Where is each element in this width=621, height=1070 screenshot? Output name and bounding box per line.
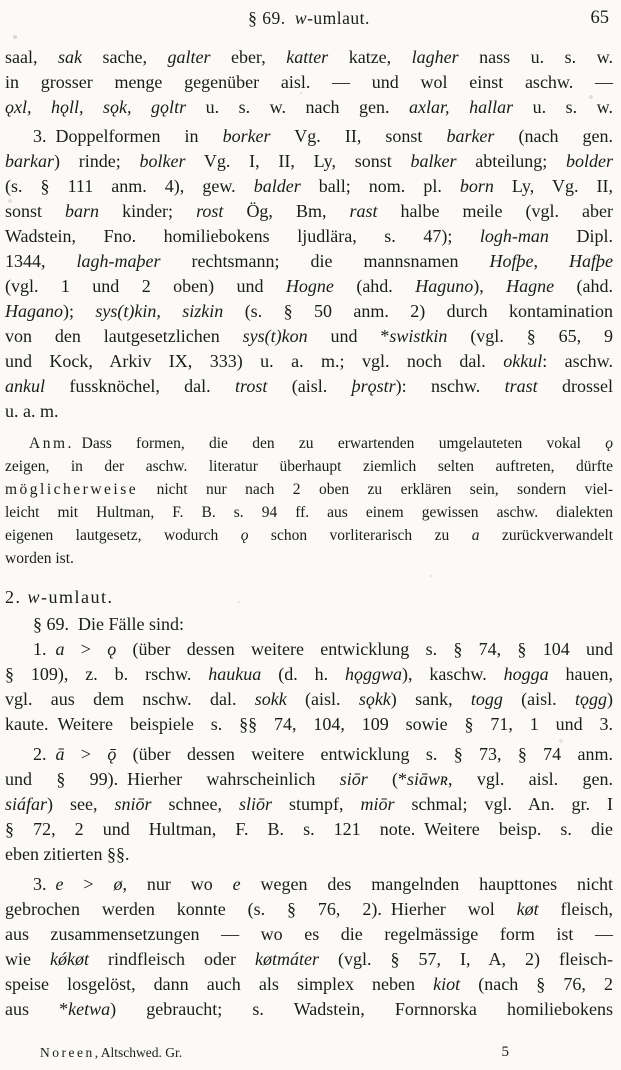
text-line: ankul fussknöchel, dal. trost (aisl. þrǫstr): nschw. trast drossel [5, 376, 613, 396]
running-head-title: § 69. w-umlaut. [248, 8, 370, 28]
text-line: von den lautgesetzlichen sys(t)kon und *swistkin (vgl. § 65, 9 [5, 326, 614, 346]
text-line: (s. § 111 anm. 4), gew. balder ball; nom. pl. born Ly, Vg. II, [5, 176, 614, 196]
text-line: § 109), z. b. rschw. haukua (d. h. hǫggwa), kaschw. hogga hauen, [5, 664, 613, 684]
text-line: eigenen lautgesetz, wodurch ǫ schon vorliterarisch zu a zurückverwandelt [5, 527, 613, 544]
text-line: speise losgelöst, dann auch als simplex neben kiot (nach § 76, 2 [5, 974, 613, 994]
text-line: (vgl. 1 und 2 oben) und Hogne (ahd. Haguno), Hagne (ahd. [5, 276, 614, 296]
note-anm [5, 432, 613, 570]
list-item-2 [5, 742, 613, 867]
text-line: Anm. Dass formen, die den zu erwartenden umgelauteten vokal ǫ [29, 435, 613, 452]
text-line: aus *ketwa) gebraucht; s. Wadstein, Fornnorska homiliebokens [5, 999, 613, 1019]
text-line: barkar) rinde; bolker Vg. I, II, Ly, sonst balker abteilung; bolder [5, 151, 614, 171]
text-line: ǫxl, hǫll, sǫk, gǫltr u. s. w. nach gen. axlar, hallar u. s. w. [5, 97, 614, 117]
text-line: siáfar) see, sniōr schnee, sliōr stumpf, miōr schmal; vgl. An. gr. I [5, 794, 613, 814]
paragraph-3-doppelformen [5, 124, 613, 424]
section-heading-w-umlaut [5, 585, 613, 610]
text-line: saal, sak sache, galter eber, katter katze, lagher nass u. s. w. [5, 47, 613, 67]
text-line: zeigen, in der aschw. literatur überhaupt ziemlich selten auftreten, dürfte [5, 458, 613, 475]
text-line: vgl. aus dem nschw. dal. sokk (aisl. sǫkk) sank, togg (aisl. tǫgg) [5, 689, 613, 709]
signature-line: Noreen, Altschwed. Gr. [40, 1045, 183, 1060]
text-line: Hagano); sys(t)kin, sizkin (s. § 50 anm. 2) durch kontamination [5, 301, 614, 321]
paragraph-continuation [5, 45, 613, 120]
sheet-number: 5 [501, 1044, 509, 1060]
text-line: wie kǿkøt rindfleisch oder køtmáter (vgl. § 57, I, A, 2) fleisch- [5, 949, 613, 969]
text-line: 1. a > ǫ (über dessen weitere entwicklung s. § 74, § 104 und [33, 639, 613, 659]
text-line: aus zusammensetzungen — wo es die regelmässige form ist — [5, 924, 613, 944]
list-item-1 [5, 637, 613, 737]
text-line: möglicherweise nicht nur nach 2 oben zu erklären sein, sondern viel- [5, 481, 613, 498]
text-line: kaute. Weitere beispiele s. §§ 74, 104, 109 sowie § 71, 1 und 3. [5, 714, 613, 734]
text-line: eben zitierten §§. [5, 844, 130, 864]
paragraph-69-intro [5, 612, 613, 637]
scan-noise [0, 0, 2, 2]
text-line: 2. ā > ǭ (über dessen weitere entwicklung s. § 73, § 74 anm. [33, 744, 613, 764]
page-number: 65 [590, 8, 609, 28]
list-item-3 [5, 872, 613, 1022]
text-line: leicht mit Hultman, F. B. s. 94 ff. aus einem gewissen aschw. dialekten [5, 504, 613, 521]
text-line: gebrochen werden konnte (s. § 76, 2). Hierher wol køt fleisch, [5, 899, 613, 919]
text-line: § 72, 2 und Hultman, F. B. s. 121 note. Weitere beisp. s. die [5, 819, 613, 839]
text-line: worden ist. [5, 550, 74, 567]
text-line: u. a. m. [5, 401, 59, 421]
text-line: 2. w-umlaut. [5, 587, 114, 607]
running-head [5, 8, 613, 32]
text-line: § 69. Die Fälle sind: [33, 614, 184, 634]
text-line: 3. Doppelformen in borker Vg. II, sonst barker (nach gen. [33, 126, 613, 146]
text-line: und § 99). Hierher wahrscheinlich siōr (*siāwʀ, vgl. aisl. gen. [5, 769, 613, 789]
text-line: sonst barn kinder; rost Ög, Bm, rast halbe meile (vgl. aber [5, 201, 613, 221]
text-line: und Kock, Arkiv IX, 333) u. a. m.; vgl. noch dal. okkul: aschw. [5, 351, 613, 371]
text-line: 3. e > ø, nur wo e wegen des mangelnden haupttones nicht [33, 874, 613, 894]
text-line: Wadstein, Fno. homiliebokens ljudlära, s. 47); logh-man Dipl. [5, 226, 613, 246]
text-line: 1344, lagh-maþer rechtsmann; die mannsnamen Hofþe, Hafþe [5, 251, 614, 271]
text-line: in grosser menge gegenüber aisl. — und wol einst aschw. — [5, 72, 613, 92]
